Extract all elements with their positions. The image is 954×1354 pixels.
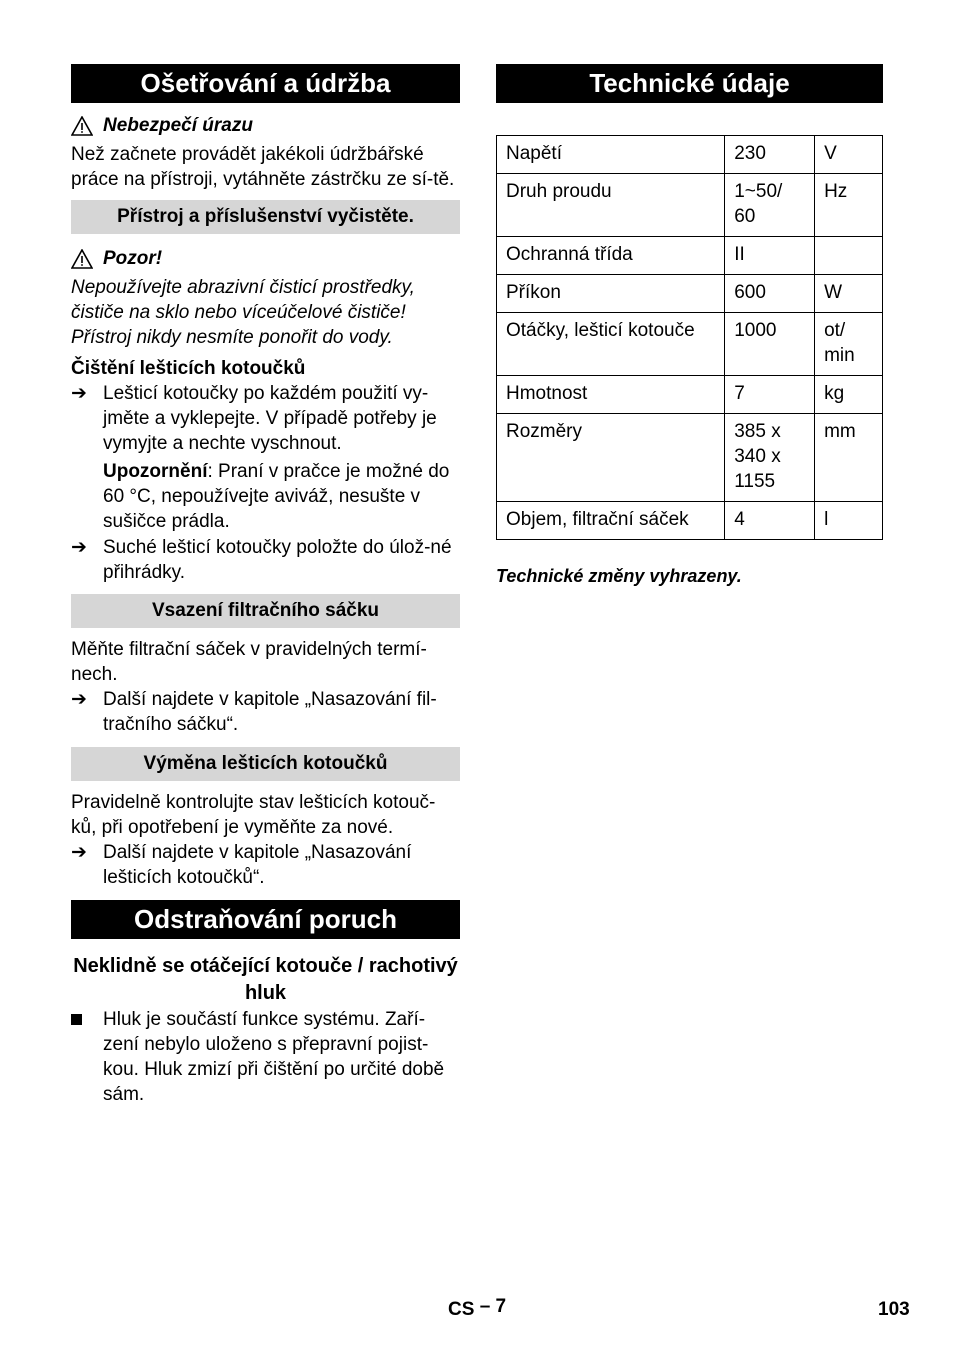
caution-text: Nepoužívejte abrazivní čisticí prostředky, čističe na sklo nebo víceúčelové čističe! Přístroj nikdy nesmíte ponořit do vody. bbox=[71, 277, 415, 348]
heading-technical-data: Technické údaje bbox=[496, 64, 883, 103]
table-cell-unit: V bbox=[815, 136, 883, 174]
table-cell-unit: l bbox=[815, 502, 883, 540]
arrow-right-icon: ➔ bbox=[71, 383, 87, 404]
footer-section bbox=[448, 1297, 506, 1322]
table-cell-value: II bbox=[725, 237, 815, 275]
table-row bbox=[497, 174, 883, 237]
table-cell-label: Objem, filtrační sáček bbox=[497, 502, 725, 540]
table-cell-label: Ochranná třída bbox=[497, 237, 725, 275]
page-number: 103 bbox=[878, 1299, 910, 1320]
warning-triangle-icon bbox=[71, 116, 93, 136]
warning-triangle-icon bbox=[71, 249, 93, 269]
arrow-right-icon: ➔ bbox=[71, 689, 87, 710]
caution-label: Pozor! bbox=[103, 248, 163, 269]
caution-warning bbox=[71, 246, 460, 271]
table-row bbox=[497, 376, 883, 414]
table-cell-value: 7 bbox=[725, 376, 815, 414]
table-cell-value: 1000 bbox=[725, 313, 815, 376]
table-cell-unit: Hz bbox=[815, 174, 883, 237]
table-row bbox=[497, 136, 883, 174]
table-cell-value: 1~50/ 60 bbox=[725, 174, 815, 237]
list-item: Hluk je součástí funkce systému. Zaří-zení nebylo uloženo s přepravní pojist-kou. Hluk zmizí při čištění po určité době sám. bbox=[71, 1007, 460, 1107]
table-cell-value: 600 bbox=[725, 275, 815, 313]
table-cell-label: Otáčky, lešticí kotouče bbox=[497, 313, 725, 376]
footer-lang: CS bbox=[448, 1299, 475, 1320]
heading-pads-clean: Čištění lešticích kotoučků bbox=[71, 358, 306, 379]
square-bullet-icon bbox=[71, 1007, 103, 1107]
note-text: : Praní v pračce je možné do 60 °C, nepoužívejte aviváž, nesušte v sušičce prádla. bbox=[103, 461, 450, 532]
changes-note: Technické změny vyhrazeny. bbox=[496, 566, 742, 586]
left-column bbox=[71, 64, 460, 1107]
note-label: Upozornění bbox=[103, 461, 208, 482]
table-row bbox=[497, 313, 883, 376]
list-item: ➔ Suché lešticí kotoučky položte do úlož-né přihrádky. bbox=[71, 537, 452, 583]
table-row bbox=[497, 414, 883, 502]
filter-text: Měňte filtrační sáček v pravidelných termí-nech. bbox=[71, 639, 427, 685]
table-cell-label: Příkon bbox=[497, 275, 725, 313]
heading-troubleshooting: Odstraňování poruch bbox=[71, 900, 460, 939]
danger-warning bbox=[71, 113, 460, 138]
heading-filter: Vsazení filtračního sáčku bbox=[71, 594, 460, 628]
arrow-right-icon: ➔ bbox=[71, 537, 87, 558]
table-row bbox=[497, 275, 883, 313]
table-cell-unit: kg bbox=[815, 376, 883, 414]
list-item: ➔ Další najdete v kapitole „Nasazování lešticích kotoučků“. bbox=[71, 842, 412, 888]
table-cell-label: Napětí bbox=[497, 136, 725, 174]
table-cell-unit: W bbox=[815, 275, 883, 313]
table-cell-unit: ot/ min bbox=[815, 313, 883, 376]
table-cell-value: 4 bbox=[725, 502, 815, 540]
table-cell-value: 385 x 340 x 1155 bbox=[725, 414, 815, 502]
footer-section-number: – 7 bbox=[479, 1296, 507, 1317]
table-cell-value: 230 bbox=[725, 136, 815, 174]
table-row bbox=[497, 502, 883, 540]
table-cell-unit bbox=[815, 237, 883, 275]
danger-label: Nebezpečí úrazu bbox=[103, 115, 253, 136]
list-item: ➔ Další najdete v kapitole „Nasazování fil-tračního sáčku“. bbox=[71, 689, 437, 735]
technical-table bbox=[496, 135, 883, 540]
right-column bbox=[496, 64, 883, 589]
danger-text: Než začnete provádět jakékoli údržbářské práce na přístroji, vytáhněte zástrčku ze sí-tě. bbox=[71, 144, 455, 190]
table-cell-label: Druh proudu bbox=[497, 174, 725, 237]
table-cell-unit: mm bbox=[815, 414, 883, 502]
replace-text: Pravidelně kontrolujte stav lešticích kotouč-ků, při opotřebení je vyměňte za nové. bbox=[71, 792, 436, 838]
table-cell-label: Rozměry bbox=[497, 414, 725, 502]
table-row bbox=[497, 237, 883, 275]
heading-replace-pads: Výměna lešticích kotoučků bbox=[71, 747, 460, 781]
note bbox=[71, 459, 460, 534]
heading-clean-device: Přístroj a příslušenství vyčistěte. bbox=[71, 200, 460, 234]
heading-maintenance: Ošetřování a údržba bbox=[71, 64, 460, 103]
list-item: ➔ Lešticí kotoučky po každém použití vy-jměte a vyklepejte. V případě potřeby je vymyjte a nechte vyschnout. bbox=[71, 383, 437, 454]
table-cell-label: Hmotnost bbox=[497, 376, 725, 414]
arrow-right-icon: ➔ bbox=[71, 842, 87, 863]
heading-noise: Neklidně se otáčející kotouče / rachotivý hluk bbox=[73, 955, 458, 1004]
